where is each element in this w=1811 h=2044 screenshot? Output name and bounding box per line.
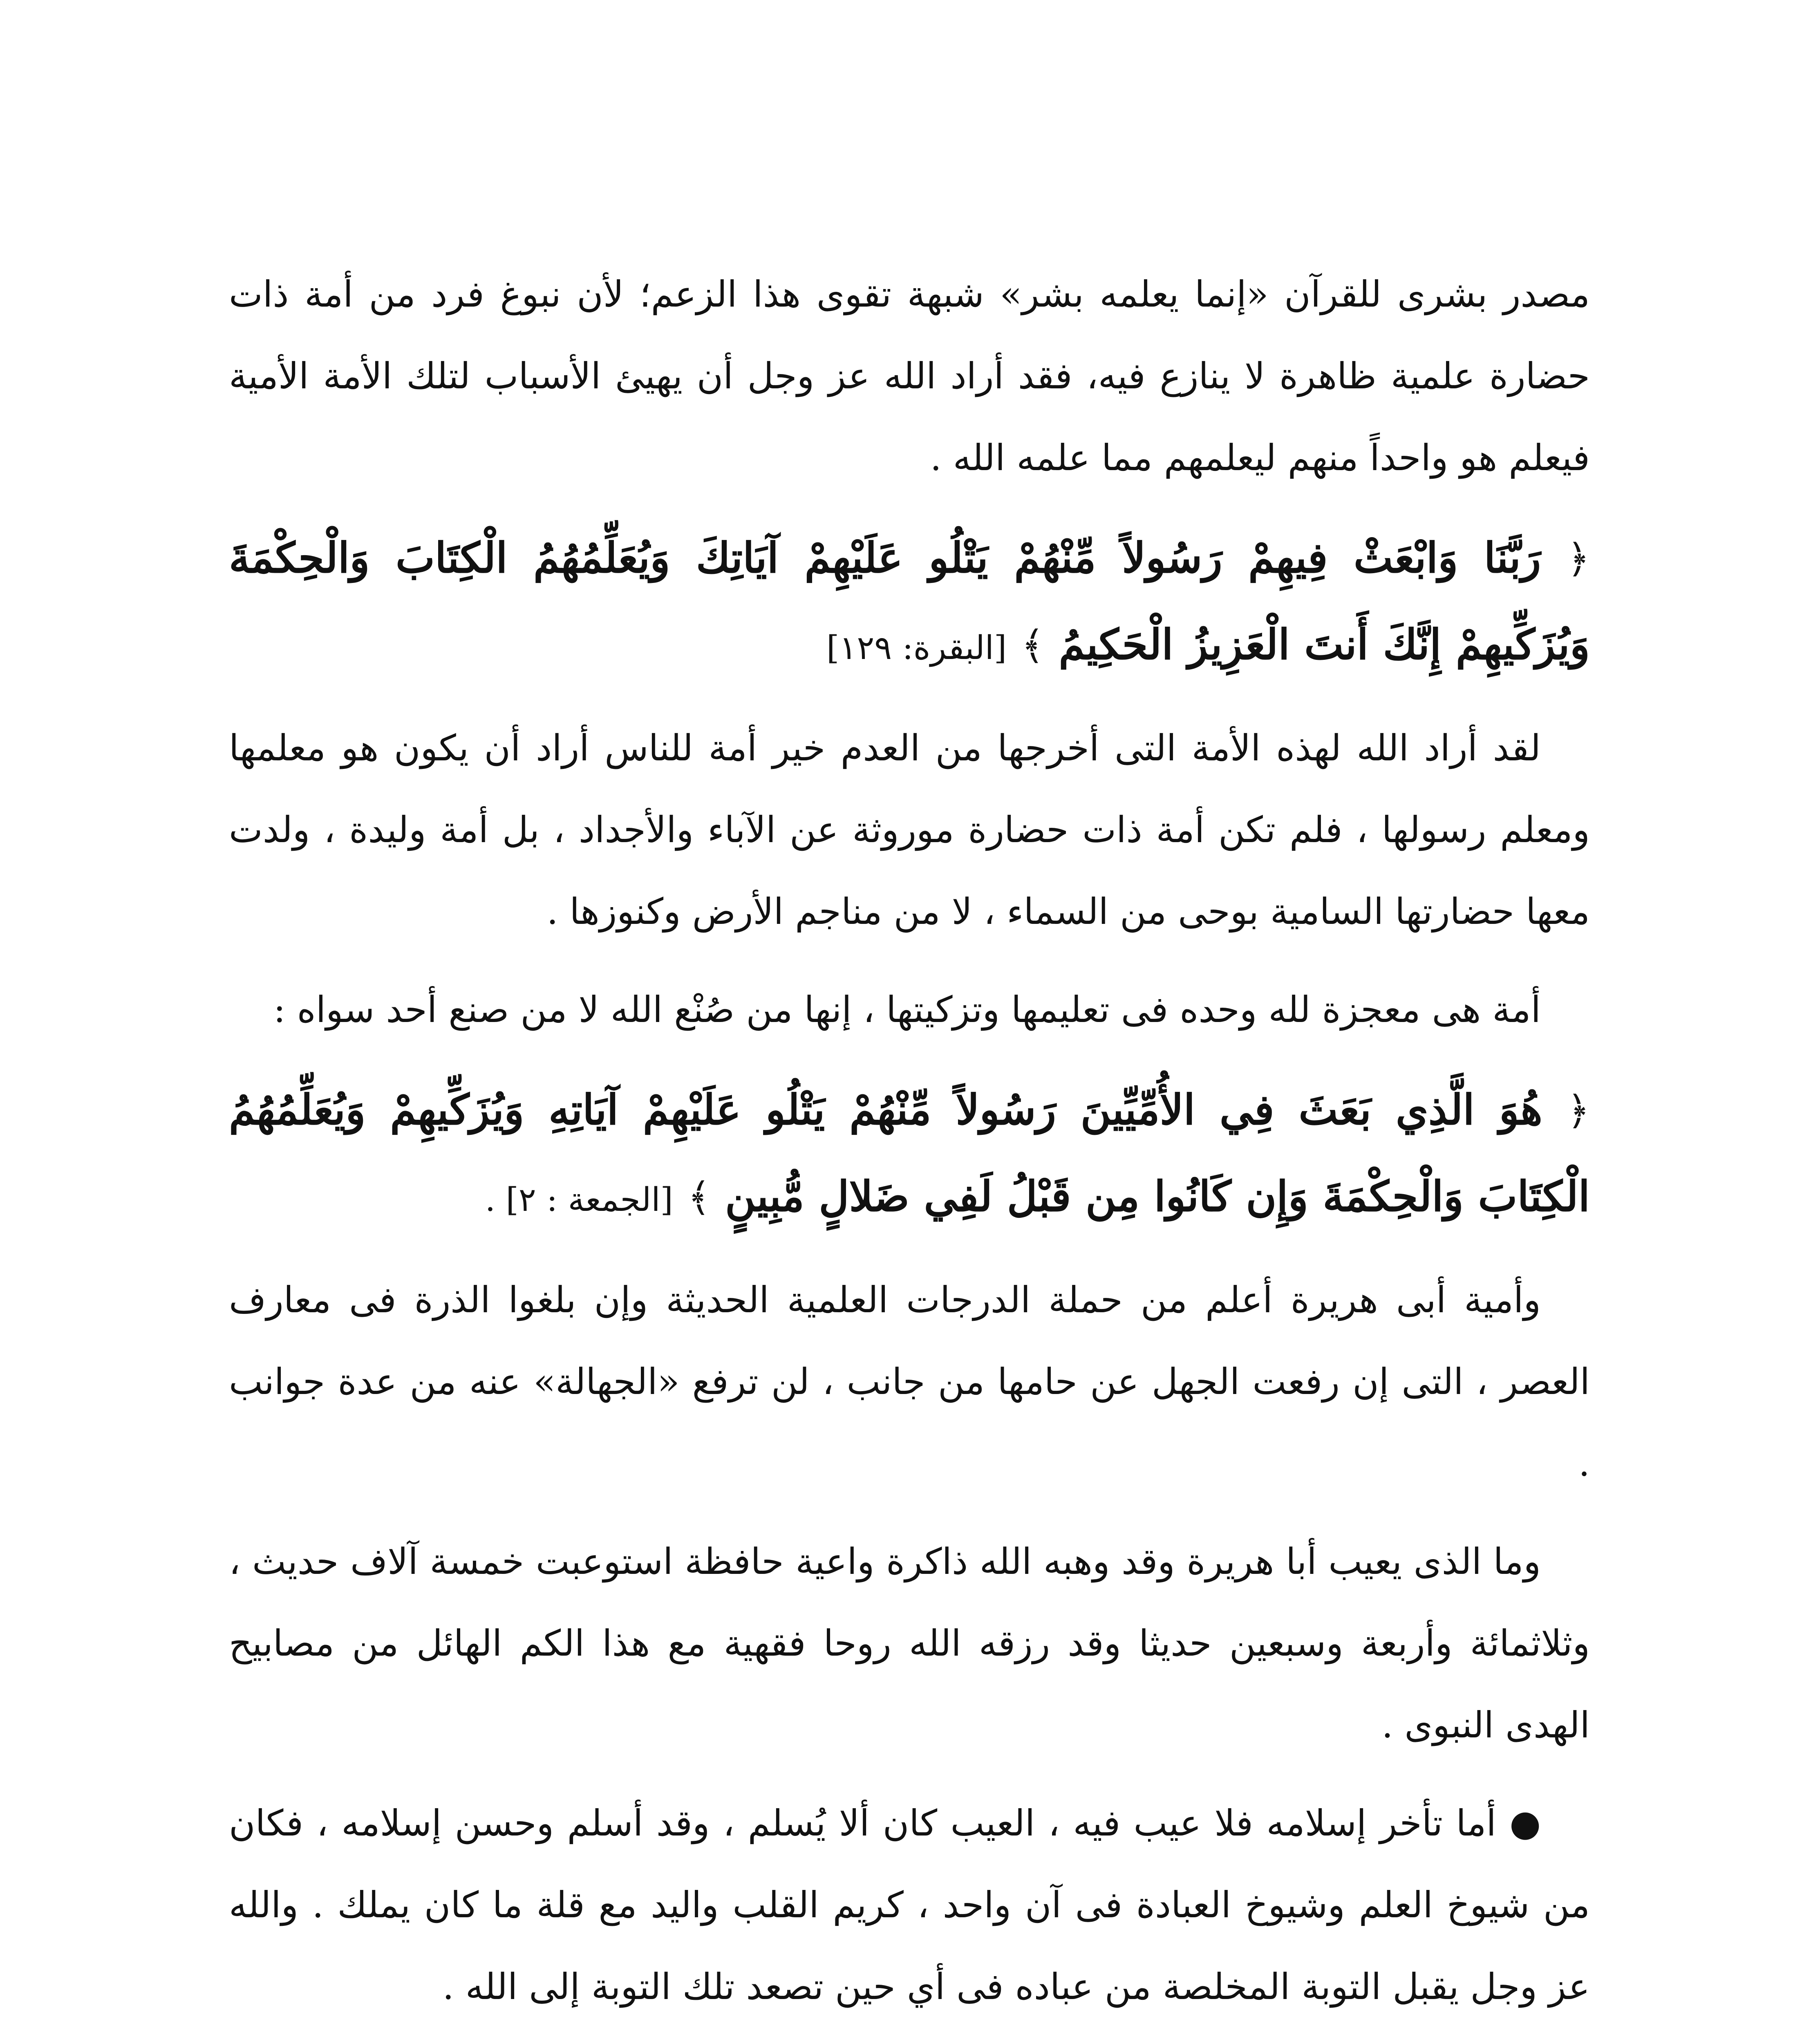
quran-verse-baqarah (229, 515, 1590, 691)
verse-open-bracket: ﴿ (1567, 1088, 1590, 1134)
verse-close-bracket: ﴾ (1021, 623, 1044, 668)
verse-open-bracket: ﴿ (1567, 536, 1590, 582)
paragraph-5: وما الذى يعيب أبا هريرة وقد وهبه الله ذاكرة واعية حافظة استوعبت خمسة آلاف حديث ، وثلاثمائة وأربعة وسبعين حديثا وقد رزقه الله روحا فقهية مع هذا الكم الهائل من مصابيح الهدى النبوى . (229, 1540, 1590, 1746)
paragraph-2: لقد أراد الله لهذه الأمة التى أخرجها من العدم خير أمة للناس أراد أن يكون هو معلمها ومعلم رسولها ، فلم تكن أمة ذات حضارة موروثة عن الآباء والأجداد ، بل أمة وليدة ، ولدت معها حضارتها السامية بوحى من السماء ، لا من مناجم الأرض وكنوزها . (229, 727, 1590, 932)
verse-text: رَبَّنَا وَابْعَثْ فِيهِمْ رَسُولاً مِّنْهُمْ يَتْلُو عَلَيْهِمْ آيَاتِكَ وَيُعَلِّمُهُمُ الْكِتَابَ وَالْحِكْمَةَ وَيُزَكِّيهِمْ إِنَّكَ أَنتَ الْعَزِيزُ الْحَكِيمُ (229, 533, 1590, 669)
paragraph-1: مصدر بشرى للقرآن «إنما يعلمه بشر» شبهة تقوى هذا الزعم؛ لأن نبوغ فرد من أمة ذات حضارة علمية ظاهرة لا ينازع فيه، فقد أراد الله عز وجل أن يهيئ الأسباب لتلك الأمة الأمية فيعلم هو واحداً منهم ليعلمهم مما علمه الله . (229, 273, 1590, 479)
text-column (229, 253, 1590, 2028)
paragraph-6: ● أما تأخر إسلامه فلا عيب فيه ، العيب كان ألا يُسلم ، وقد أسلم وحسن إسلامه ، فكان من شيوخ العلم وشيوخ العبادة فى آن واحد ، كريم القلب واليد مع قلة ما كان يملك . والله عز وجل يقبل التوبة المخلصة من عباده فى أي حين تصعد تلك التوبة إلى الله . (229, 1802, 1590, 2008)
verse-close-bracket: ﴾ (687, 1174, 711, 1220)
verse-reference: [الجمعة : ٢] . (485, 1181, 673, 1219)
paragraph-3: أمة هى معجزة لله وحده فى تعليمها وتزكيتها ، إنها من صُنْع الله لا من صنع أحد سواه : (273, 988, 1541, 1031)
quran-verse-jumuah (229, 1067, 1590, 1243)
paragraph-4: وأمية أبى هريرة أعلم من حملة الدرجات العلمية الحديثة وإن بلغوا الذرة فى معارف العصر ، التى إن رفعت الجهل عن حامها من جانب ، لن ترفع «الجهالة» عنه من عدة جوانب . (229, 1279, 1590, 1484)
verse-text: هُوَ الَّذِي بَعَثَ فِي الأُمِّيِّينَ رَسُولاً مِّنْهُمْ يَتْلُو عَلَيْهِمْ آيَاتِهِ وَيُزَكِّيهِمْ وَيُعَلِّمُهُمُ الْكِتَابَ وَالْحِكْمَةَ وَإِن كَانُوا مِن قَبْلُ لَفِي ضَلالٍ مُّبِينٍ (229, 1085, 1590, 1221)
verse-reference: [البقرة: ١٢٩] (826, 629, 1007, 667)
